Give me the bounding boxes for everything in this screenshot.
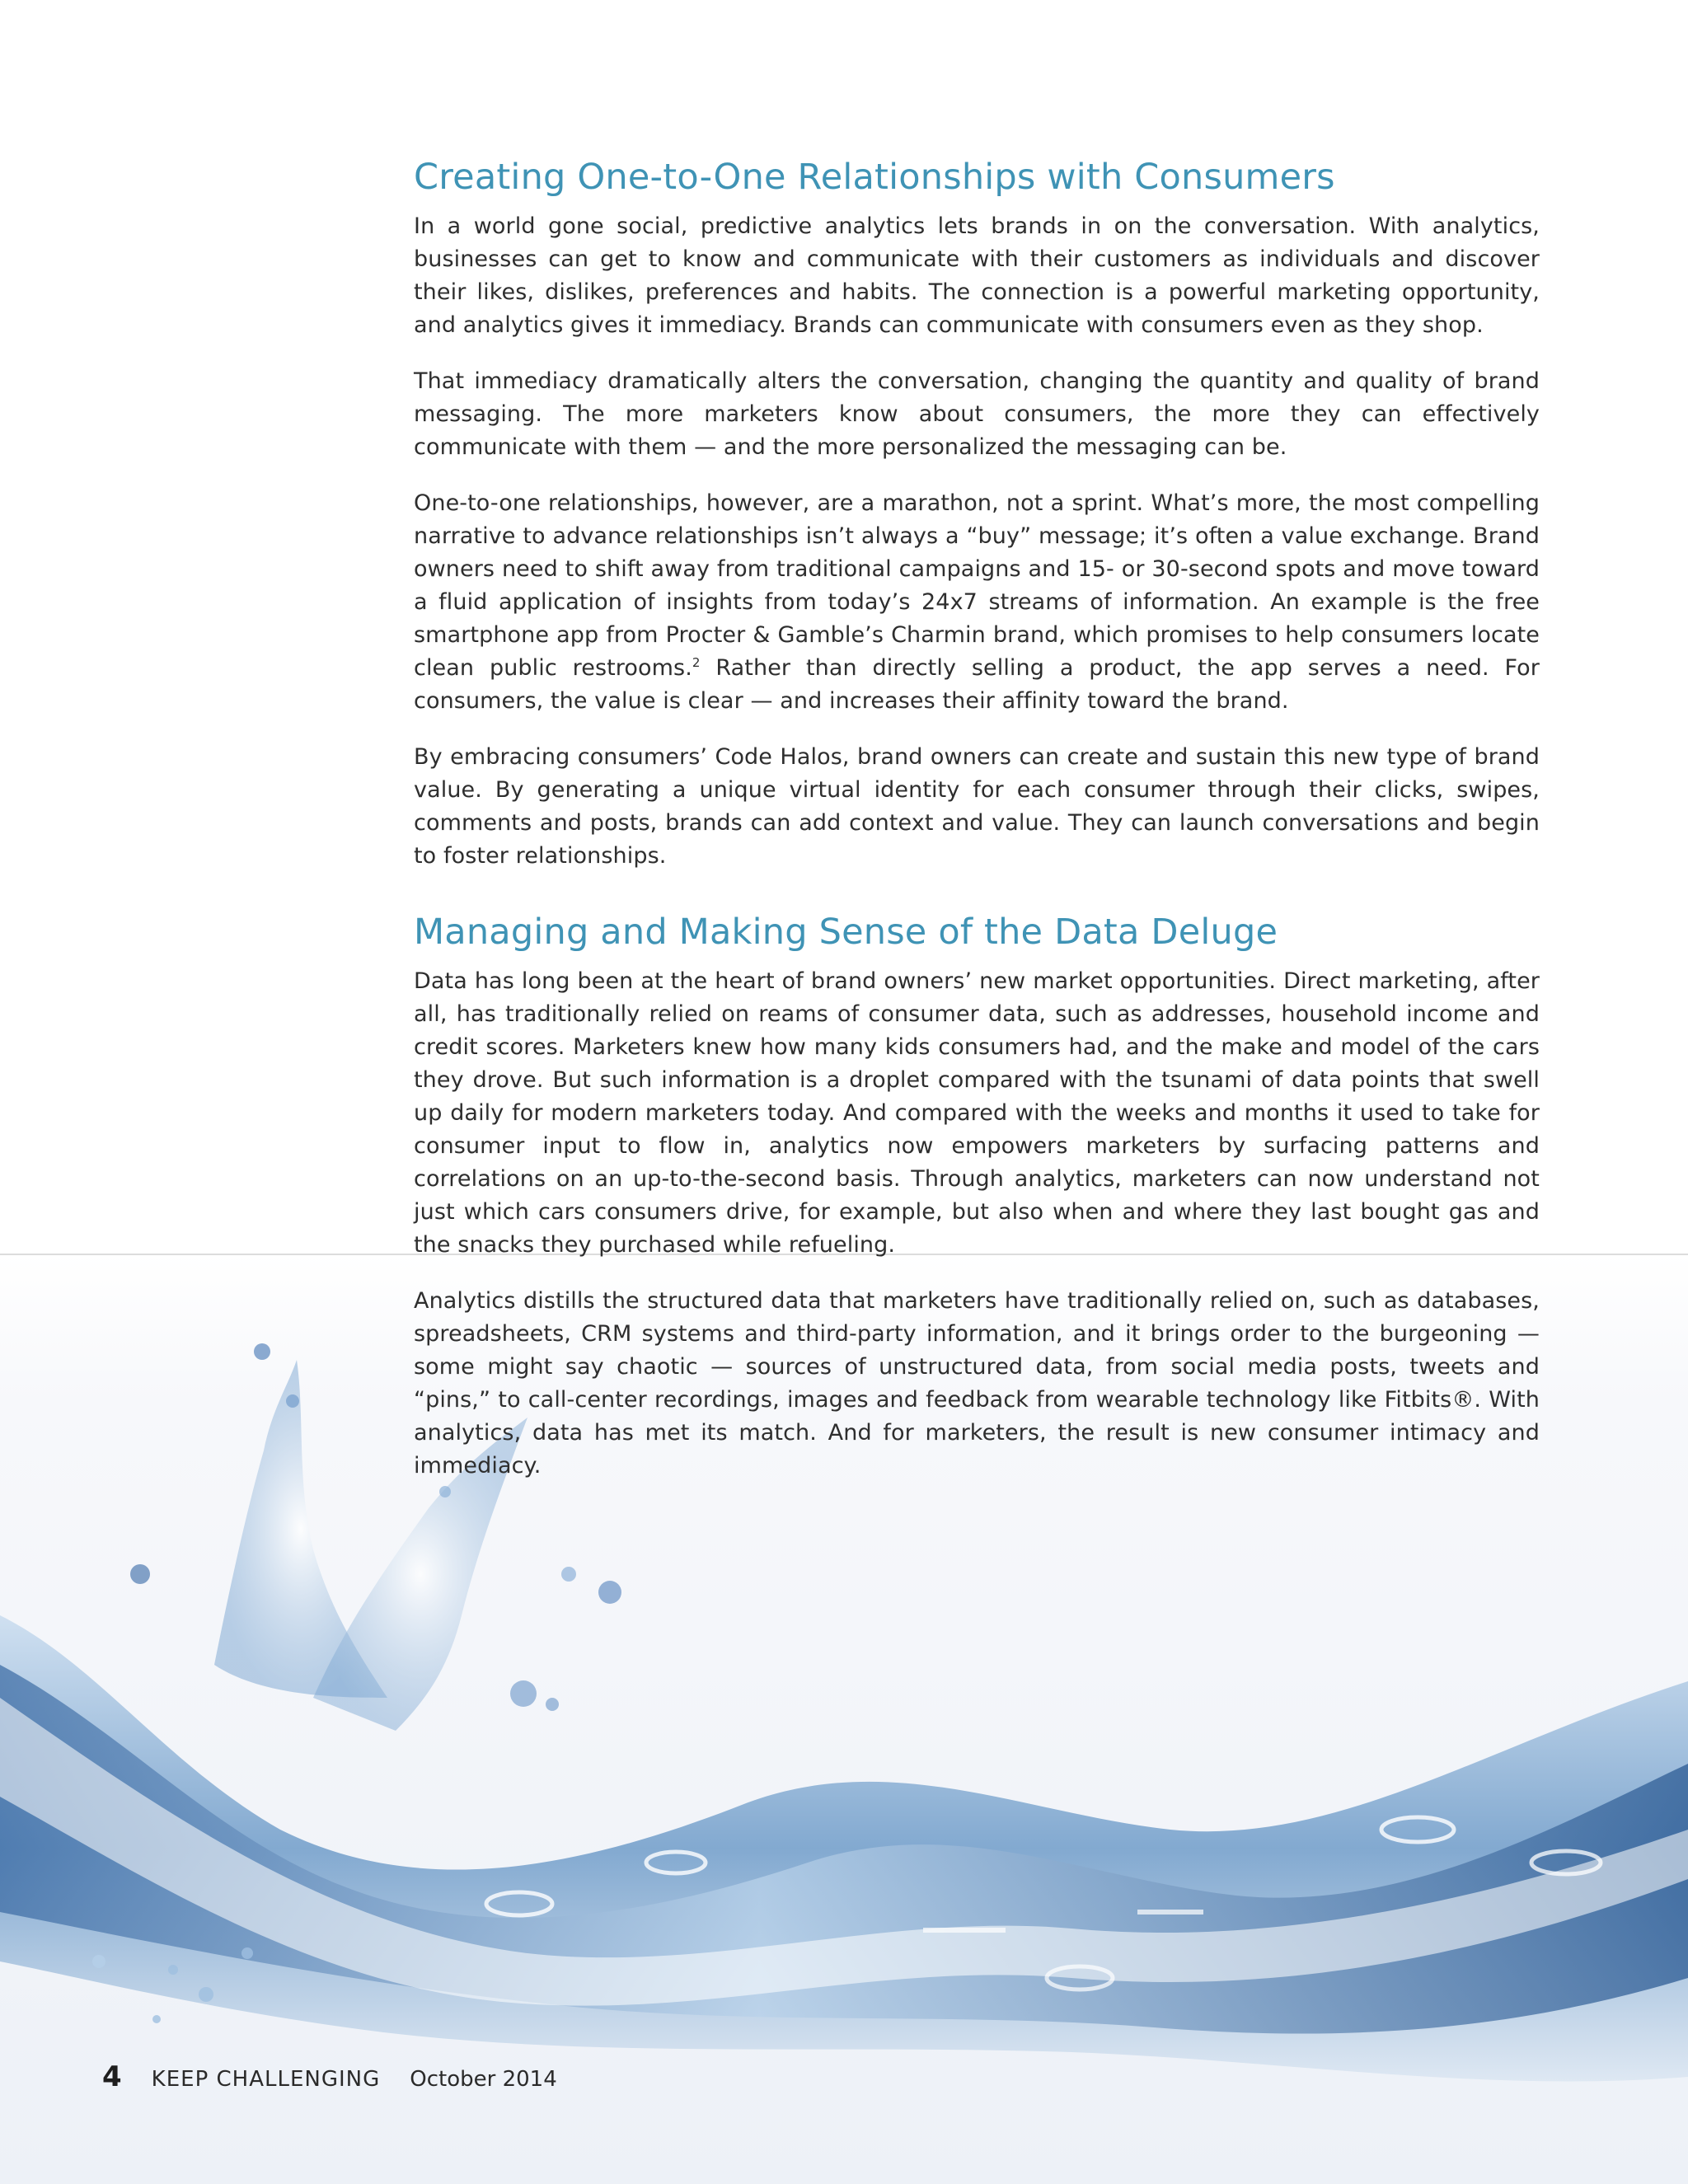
paragraph: In a world gone social, predictive analytics lets brands in on the conversation. With analytics, businesses can get to know and communicate with their customers as individuals and discover their likes, dislikes, preferences and habits. The connection is a powerful marketing opportunity, and analytics gives it immediacy. Brands can communicate with consumers even as they shop. <box>414 213 1540 338</box>
paragraph-with-footnote <box>414 487 1540 718</box>
section-heading-data-deluge: Managing and Making Sense of the Data Deluge <box>414 912 1278 953</box>
page-footer <box>102 2060 557 2093</box>
paragraph: That immediacy dramatically alters the conversation, changing the quantity and quality of brand messaging. The more marketers know about consumers, the more they can effectively communicate with them — and the more personalized the messaging can be. <box>414 368 1540 460</box>
paragraph: Analytics distills the structured data that marketers have traditionally relied on, such as databases, spreadsheets, CRM systems and third-party information, and it brings order to the burgeoning — some might say chaotic — sources of unstructured data, from social media posts, tweets and “pins,” to call-center recordings, images and feedback from wearable technology like Fitbits®. With analytics, data has met its match. And for marketers, the result is new consumer intimacy and immediacy. <box>414 1288 1540 1479</box>
paragraph: By embracing consumers’ Code Halos, brand owners can create and sustain this new type of brand value. By generating a unique virtual identity for each consumer through their clicks, swipes, comments and posts, brands can add context and value. They can launch conversations and begin to foster relationships. <box>414 744 1540 869</box>
paragraph-text: Rather than directly selling a product, the app serves a need. For consumers, the value is clear — and increases their affinity toward the brand. <box>414 655 1540 714</box>
publication-date: October 2014 <box>410 2067 557 2092</box>
article-body <box>414 152 1540 1506</box>
section-heading-relationships: Creating One-to-One Relationships with Consumers <box>414 157 1335 198</box>
publication-name: KEEP CHALLENGING <box>151 2067 381 2092</box>
page-number: 4 <box>102 2060 122 2093</box>
paragraph-text: One-to-one relationships, however, are a marathon, not a sprint. What’s more, the most compelling narrative to advance relationships isn’t always a “buy” message; it’s often a value exchange. Brand owners need to shift away from traditional campaigns and 15- or 30-second spots and move toward a fluid application of insights from today’s 24x7 streams of information. An example is the free smartphone app from Procter & Gamble’s Charmin brand, which promises to help consumers locate clean public restrooms. <box>414 490 1540 681</box>
paragraph: Data has long been at the heart of brand owners’ new market opportunities. Direct marketing, after all, has traditionally relied on reams of consumer data, such as addresses, household income and credit scores. Marketers knew how many kids consumers had, and the make and model of the cars they drove. But such information is a droplet compared with the tsunami of data points that swell up daily for modern marketers today. And compared with the weeks and months it used to take for consumer input to flow in, analytics now empowers marketers by surfacing patterns and correlations on an up-to-the-second basis. Through analytics, marketers can now understand not just which cars consumers drive, for example, but also when and where they last bought gas and the snacks they purchased while refueling. <box>414 968 1540 1258</box>
footnote-marker[interactable]: 2 <box>692 655 701 670</box>
